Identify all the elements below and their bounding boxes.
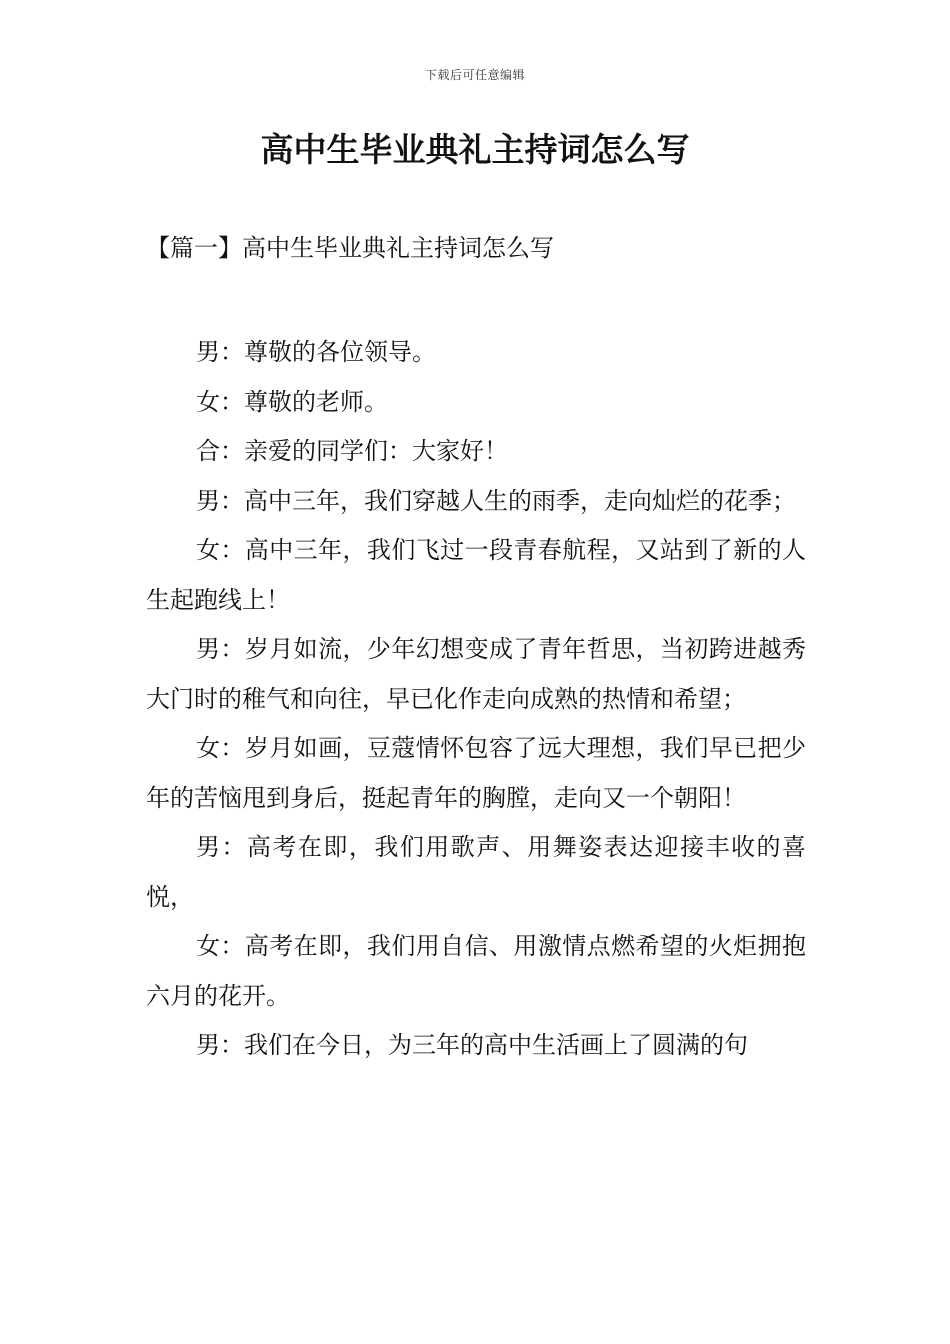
- paragraph: 女：高考在即，我们用自信、用激情点燃希望的火炬拥抱六月的花开。: [146, 932, 806, 1010]
- paragraph: 女：岁月如画，豆蔻情怀包容了远大理想，我们早已把少年的苦恼甩到身后，挺起青年的胸膛，走向又一个朝阳！: [146, 734, 806, 812]
- body-text: [146, 328, 806, 1071]
- document-title: 高中生毕业典礼主持词怎么写: [260, 130, 690, 169]
- paragraph: 女：高中三年，我们飞过一段青春航程，又站到了新的人生起跑线上！: [146, 536, 806, 614]
- paragraph: 男：尊敬的各位领导。: [196, 338, 436, 366]
- paragraph: 男：我们在今日，为三年的高中生活画上了圆满的句: [196, 1031, 748, 1059]
- section-heading: 【篇一】高中生毕业典礼主持词怎么写: [146, 234, 554, 262]
- paragraph: 男：高中三年，我们穿越人生的雨季，走向灿烂的花季；: [196, 486, 796, 515]
- paragraph: 女：尊敬的老师。: [196, 387, 388, 416]
- paragraph: 男：高考在即，我们用歌声、用舞姿表达迎接丰收的喜悦，: [146, 833, 806, 911]
- paragraph: 合：亲爱的同学们：大家好！: [196, 437, 508, 465]
- header-note: 下载后可任意编辑: [424, 68, 525, 82]
- paragraph: 男：岁月如流，少年幻想变成了青年哲思，当初跨进越秀大门时的稚气和向往，早已化作走向成熟的热情和希望；: [146, 635, 806, 713]
